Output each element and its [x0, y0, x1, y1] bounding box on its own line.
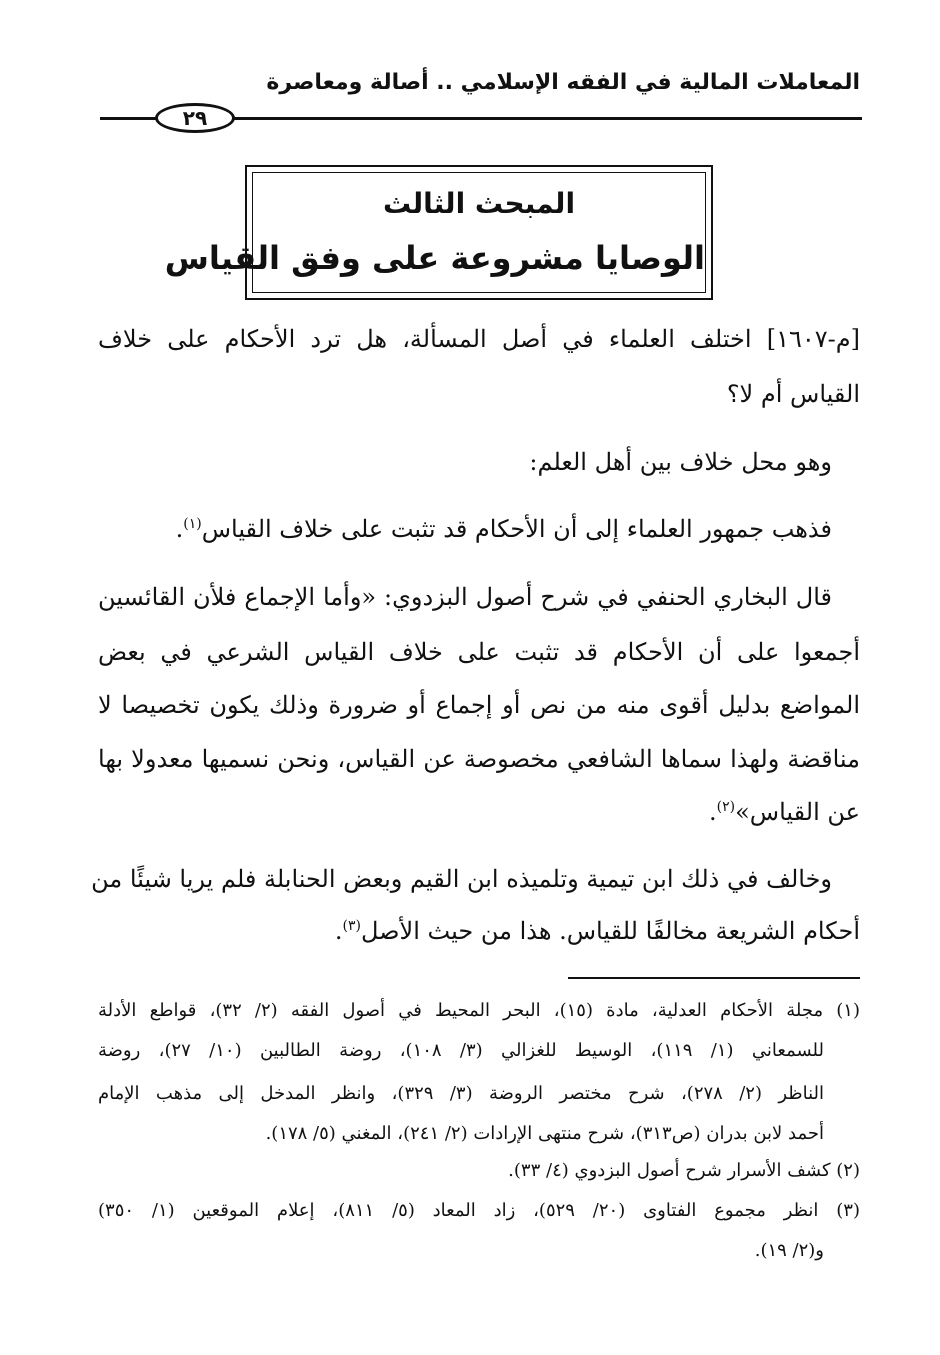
footnote-line: (٣) انظر مجموع الفتاوى (٢٠/ ٥٢٩)، زاد المعاد (٥/ ٨١١)، إعلام الموقعين (١/ ٣٥٠) — [98, 1200, 860, 1221]
paragraph-line — [98, 798, 860, 826]
paragraph-line — [98, 917, 860, 945]
paragraph-line: قال البخاري الحنفي في شرح أصول البزدوي: «وأما الإجماع فلأن القائسين — [98, 583, 832, 611]
paragraph-end-mark: . — [175, 515, 184, 543]
footnote-separator — [568, 977, 860, 979]
footnote-line: الناظر (٢/ ٢٧٨)، شرح مختصر الروضة (٣/ ٣٢٩)، وانظر المدخل إلى مذهب الإمام — [98, 1083, 824, 1104]
paragraph-end-mark: . — [334, 917, 343, 945]
chapter-title-inner-frame — [164, 172, 706, 293]
chapter-title-box — [164, 165, 713, 300]
footnote-reference: (٢) — [716, 799, 736, 815]
footnote-reference: (١) — [183, 516, 202, 532]
paragraph-line: مناقضة ولهذا سماها الشافعي مخصوصة عن القياس، ونحن نسميها معدولا بها — [98, 745, 860, 773]
footnote-reference: (٣) — [342, 918, 361, 934]
paragraph-text: أحكام الشريعة مخالفًا للقياس. هذا من حيث الأصل — [361, 917, 860, 945]
footnote-line: (١) مجلة الأحكام العدلية، مادة (١٥)، البحر المحيط في أصول الفقه (٢/ ٣٢)، قواطع الأدلة — [98, 1000, 860, 1021]
paragraph-text: عن القياس» — [735, 798, 860, 826]
section-label: المبحث الثالث — [382, 187, 576, 220]
page-number: ٢٩ — [155, 103, 235, 133]
footnote-line: للسمعاني (١/ ١١٩)، الوسيط للغزالي (٣/ ١٠٨)، روضة الطالبين (١٠/ ٢٧)، روضة — [98, 1040, 824, 1061]
footnote-line: و(٢/ ١٩). — [754, 1240, 824, 1261]
paragraph-end-mark: . — [709, 798, 717, 826]
paragraph-line: القياس أم لا؟ — [726, 380, 860, 408]
paragraph-line: أجمعوا على أن الأحكام قد تثبت على خلاف القياس الشرعي في بعض — [98, 638, 860, 666]
running-header-title: المعاملات المالية في الفقه الإسلامي .. أصالة ومعاصرة — [266, 70, 860, 95]
footnote-line: أحمد لابن بدران (ص٣١٣)، شرح منتهى الإرادات (٢/ ٢٤١)، المغني (٥/ ١٧٨). — [265, 1123, 824, 1144]
paragraph-line — [98, 515, 860, 543]
paragraph-line: المواضع بدليل أقوى منه من نص أو إجماع أو ضرورة وذلك يكون تخصيصا لا — [98, 691, 860, 719]
section-heading: الوصايا مشروعة على وفق القياس — [164, 239, 705, 277]
paragraph-line: وخالف في ذلك ابن تيمية وتلميذه ابن القيم وبعض الحنابلة فلم يريا شيئًا من — [91, 865, 832, 893]
paragraph-line: [م-١٦٠٧] اختلف العلماء في أصل المسألة، هل ترد الأحكام على خلاف — [98, 325, 860, 353]
paragraph-line: وهو محل خلاف بين أهل العلم: — [529, 448, 832, 476]
footnote-line: (٢) كشف الأسرار شرح أصول البزدوي (٤/ ٣٣). — [508, 1160, 860, 1181]
paragraph-text: فذهب جمهور العلماء إلى أن الأحكام قد تثبت على خلاف القياس — [201, 515, 832, 543]
